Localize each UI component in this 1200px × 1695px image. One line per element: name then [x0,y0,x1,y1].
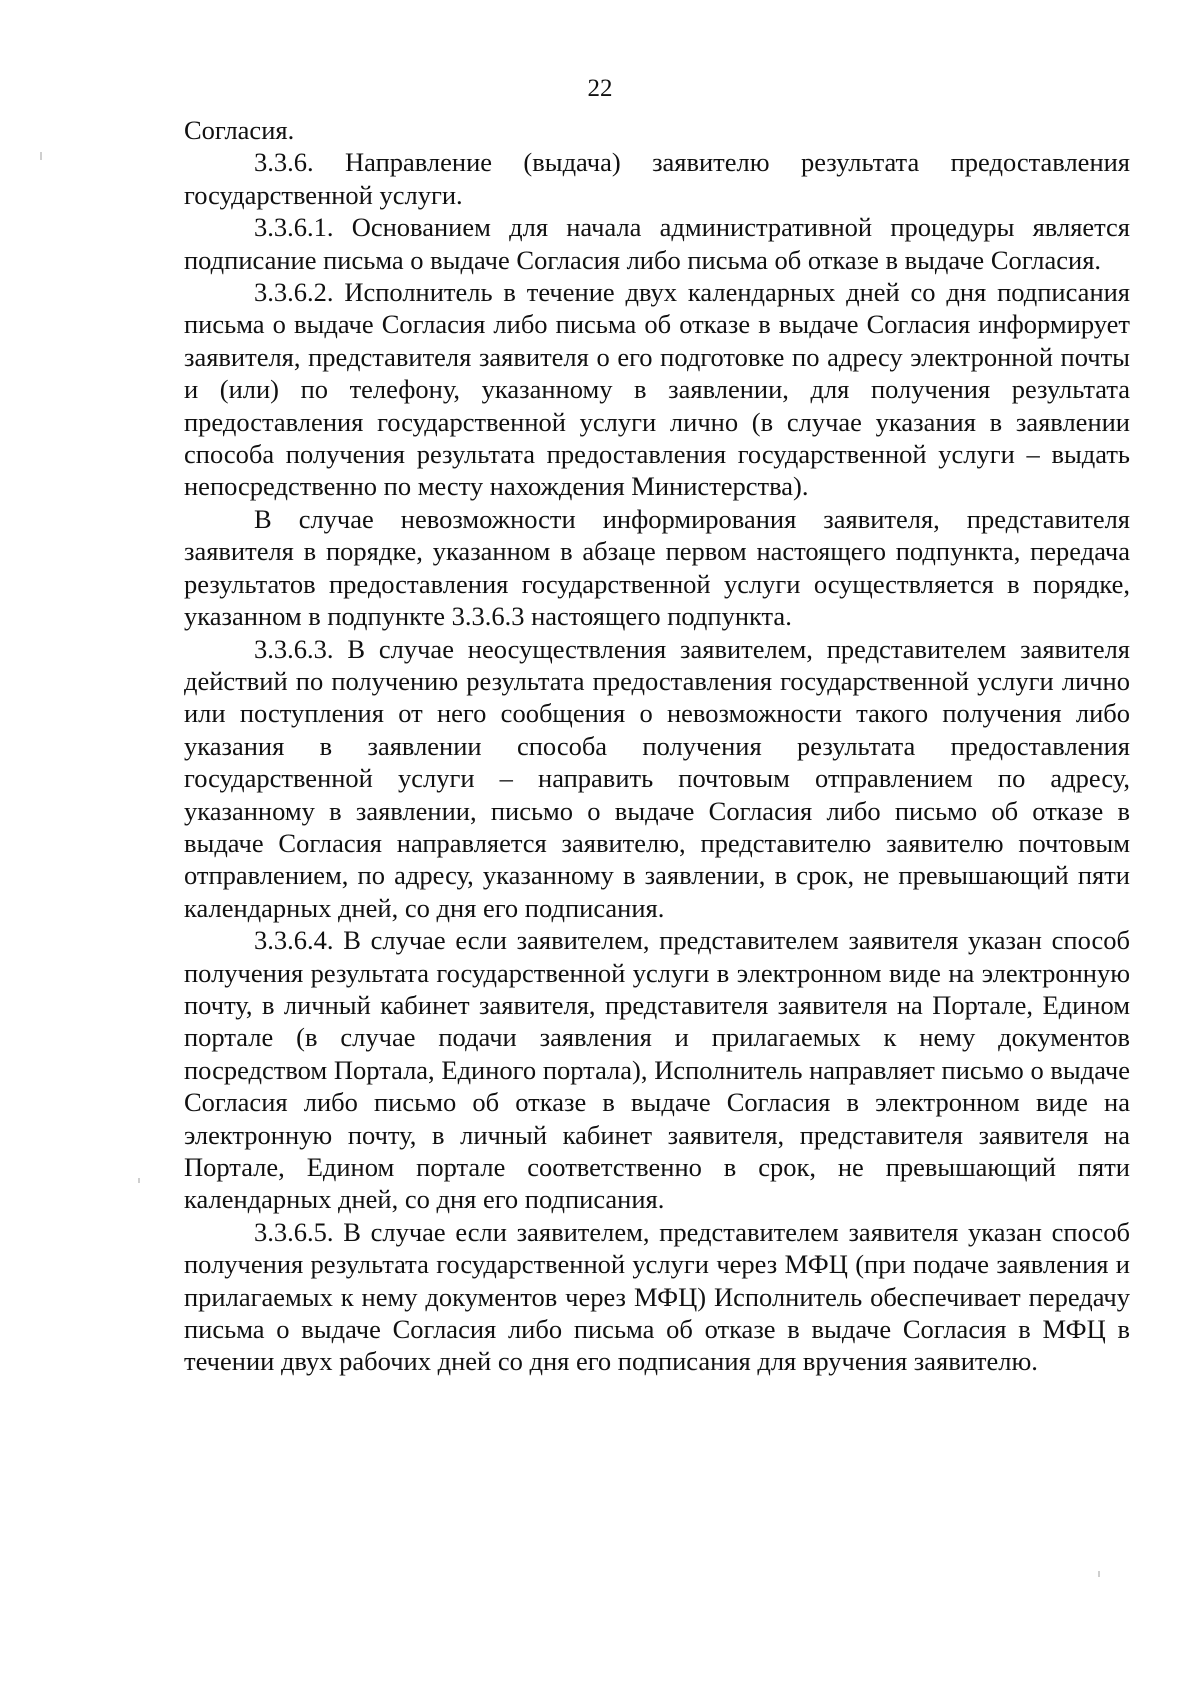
paragraph-3-3-6-1: 3.3.6.1. Основанием для начала административной процедуры является подписание письма о выдаче Согласия либо письма об отказе в выдаче Согласия. [184,212,1130,275]
paragraph-3-3-6-2: 3.3.6.2. Исполнитель в течение двух календарных дней со дня подписания письма о выдаче Согласия либо письма об отказе в выдаче Согласия информирует заявителя, представителя заявителя о его подготовке по адресу электронной почты и (или) по телефону, указанному в заявлении, для получения результата предоставления государственной услуги лично (в случае указания в заявлении способа получения результата предоставления государственной услуги – выдать непосредственно по месту нахождения Министерства). [184,277,1130,502]
scan-speck [138,1178,140,1183]
scan-speck [40,152,42,160]
paragraph-3-3-6: 3.3.6. Направление (выдача) заявителю результата предоставления государственной услуги. [184,147,1130,210]
paragraph-3-3-6-3: 3.3.6.3. В случае неосуществления заявителем, представителем заявителя действий по получению результата предоставления государственной услуги лично или поступления от него сообщения о невозможности такого получения либо указания в заявлении способа получения результата предоставления государственной услуги – направить почтовым отправлением по адресу, указанному в заявлении, письмо о выдаче Согласия либо письмо об отказе в выдаче Согласия направляется заявителю, представителю заявителю почтовым отправлением, по адресу, указанному в заявлении, в срок, не превышающий пяти календарных дней, со дня его подписания. [184,633,1130,923]
scan-speck [1098,1571,1100,1577]
paragraph-informing-impossible: В случае невозможности информирования заявителя, представителя заявителя в порядке, указанном в абзаце первом настоящего подпункта, передача результатов предоставления государственной услуги осуществляется в порядке, указанном в подпункте 3.3.6.3 настоящего подпункта. [184,503,1130,632]
page-number: 22 [587,75,613,102]
paragraph-3-3-6-4: 3.3.6.4. В случае если заявителем, представителем заявителя указан способ получения результата государственной услуги в электронном виде на электронную почту, в личный кабинет заявителя, представителя заявителя на Портале, Едином портале (в случае подачи заявления и прилагаемых к нему документов посредством Портала, Единого портала), Исполнитель направляет письмо о выдаче Согласия либо письмо об отказе в выдаче Согласия в электронном виде на электронную почту, в личный кабинет заявителя, представителя заявителя на Портале, Едином портале соответственно в срок, не превышающий пяти календарных дней, со дня его подписания. [184,925,1130,1215]
paragraph-3-3-6-5: 3.3.6.5. В случае если заявителем, представителем заявителя указан способ получения результата государственной услуги через МФЦ (при подаче заявления и прилагаемых к нему документов через МФЦ) Исполнитель обеспечивает передачу письма о выдаче Согласия либо письма об отказе в выдаче Согласия в МФЦ в течении двух рабочих дней со дня его подписания для вручения заявителю. [184,1216,1130,1377]
paragraph-continuation: Согласия. [184,115,295,145]
document-body [184,114,1130,1378]
